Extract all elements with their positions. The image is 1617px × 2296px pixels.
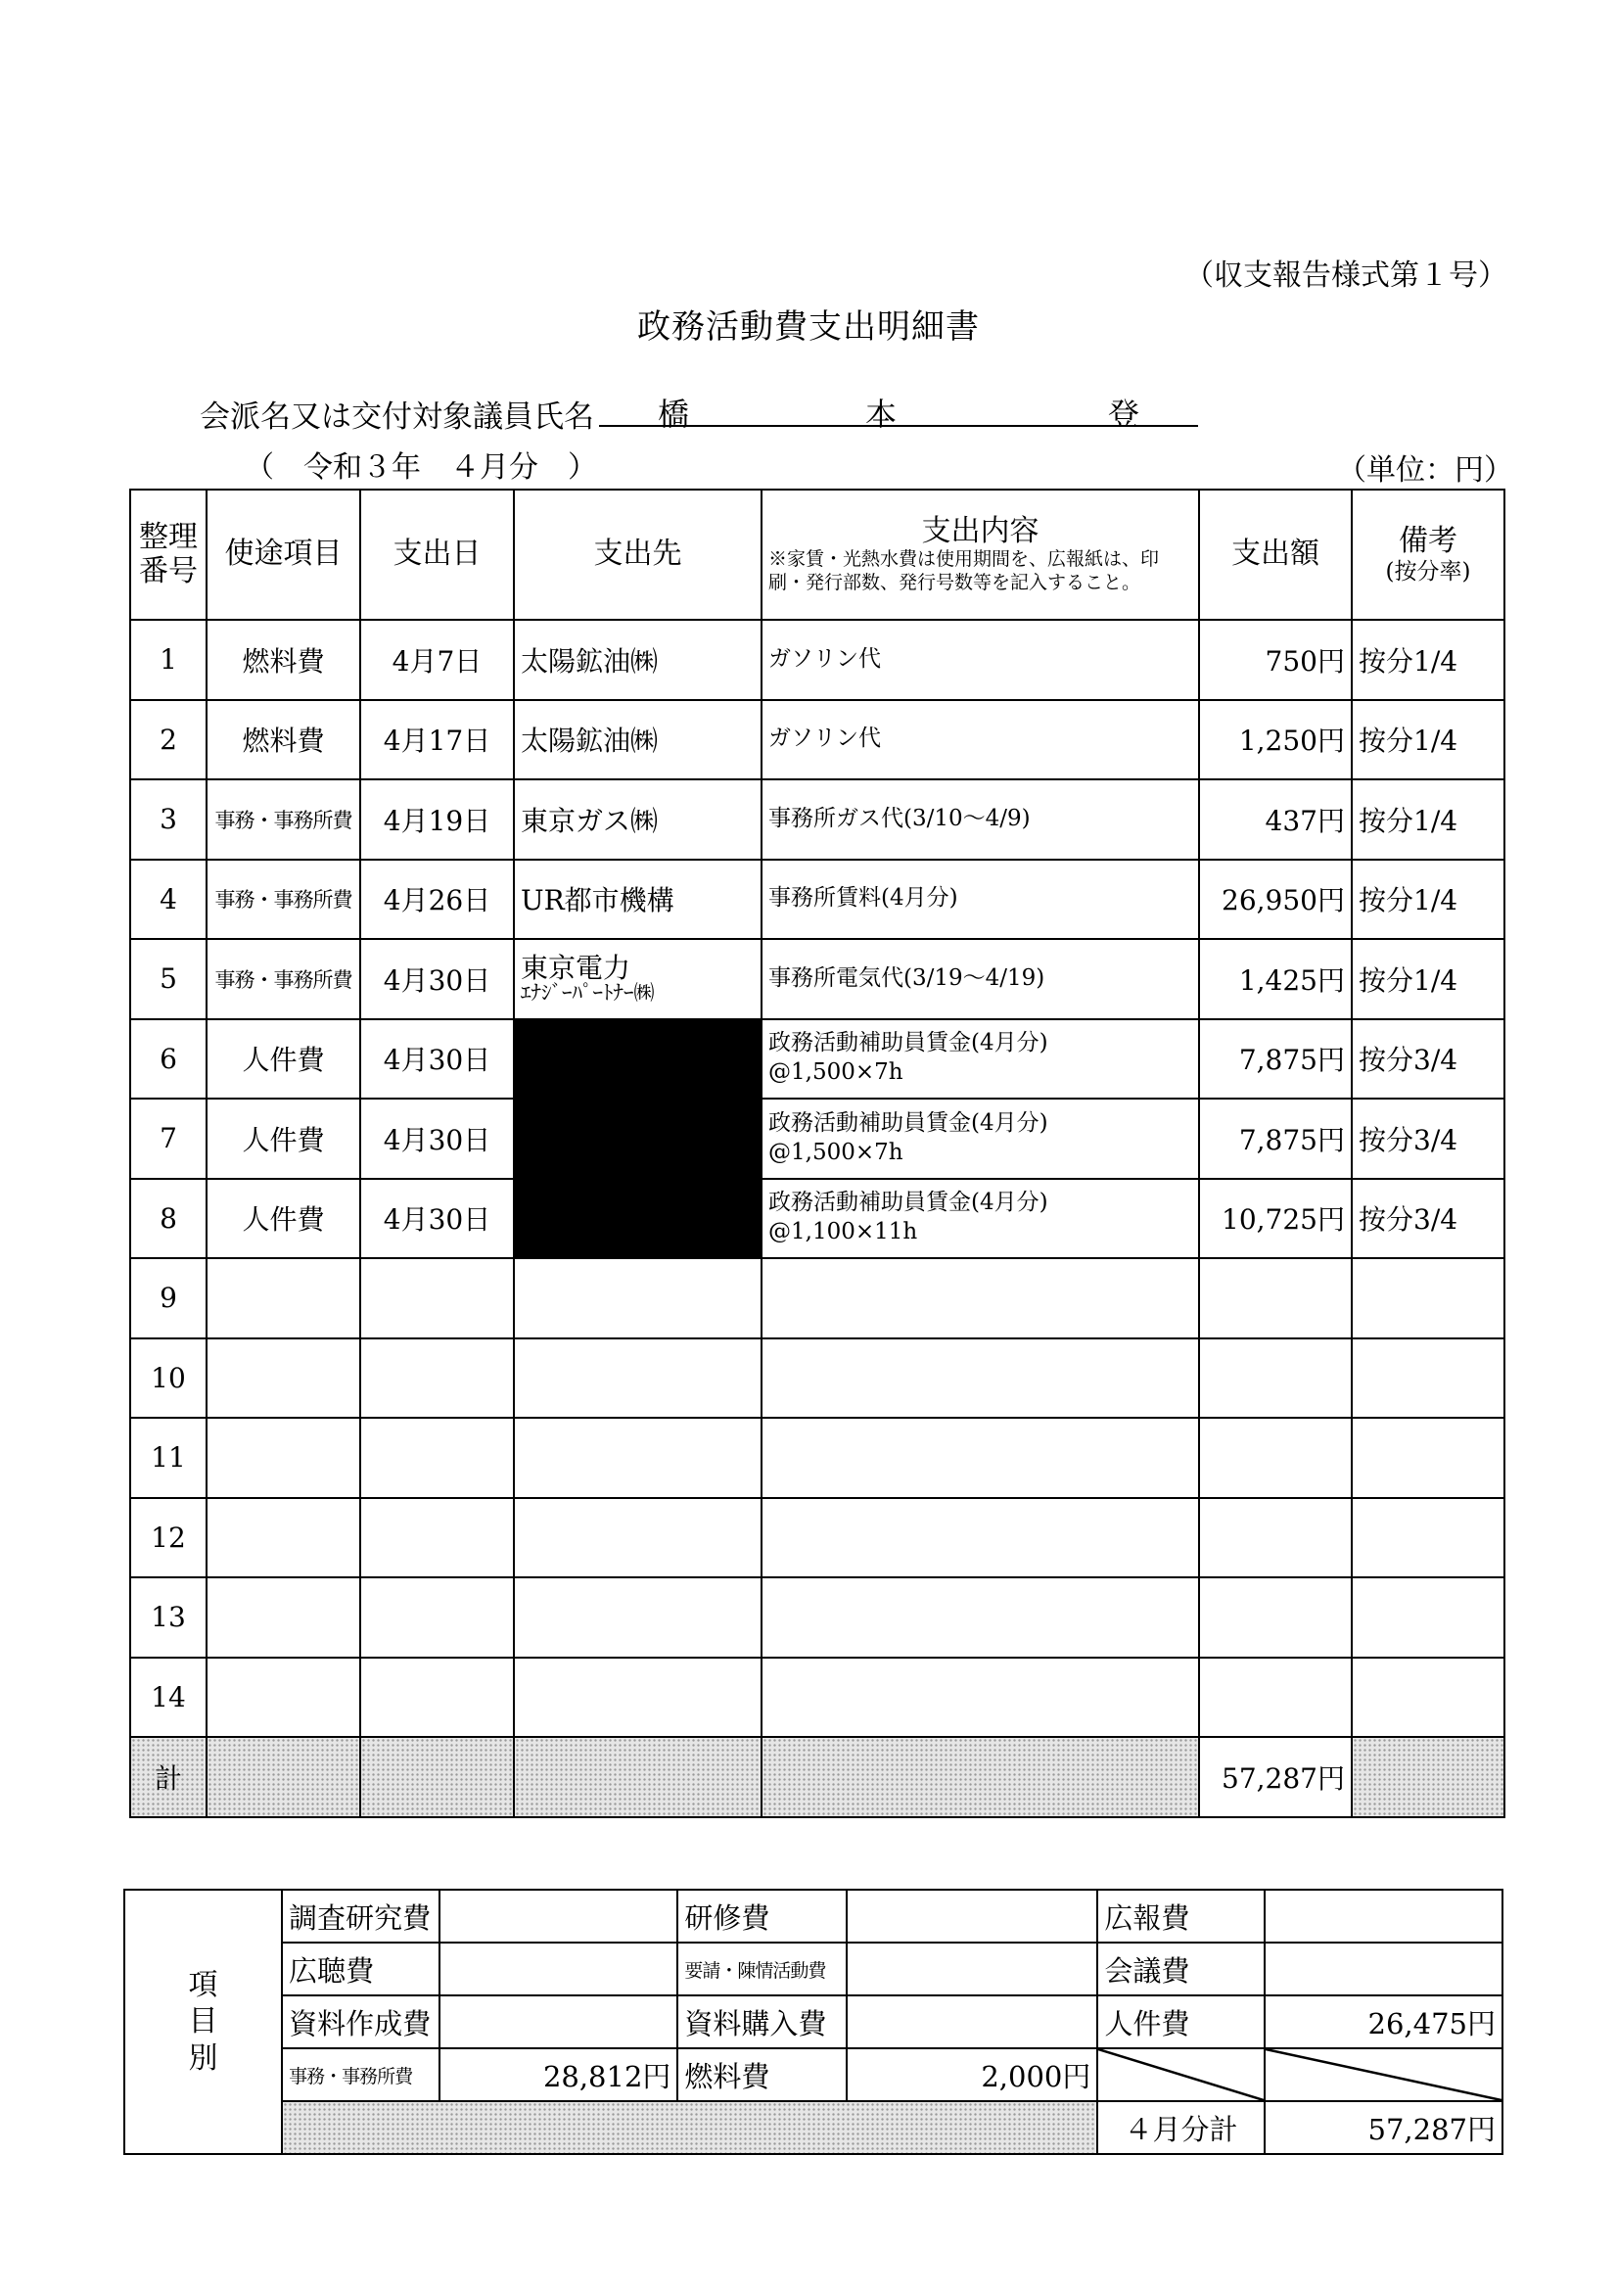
header-date: 支出日	[360, 490, 514, 620]
summary-label-kocho: 広聴費	[282, 1943, 439, 1995]
summary-value-shiryo-sakusei	[439, 1995, 677, 2048]
row-number: 12	[130, 1498, 207, 1578]
row-content: 政務活動補助員賃金(4月分) @1,100×11h	[762, 1179, 1199, 1259]
empty-cell	[207, 1658, 360, 1738]
empty-cell	[360, 1577, 514, 1658]
row-content: 事務所電気代(3/19～4/19)	[762, 939, 1199, 1019]
row-remarks: 按分1/4	[1352, 700, 1504, 780]
member-name-char-1: 橋	[658, 396, 690, 433]
row-number: 4	[130, 860, 207, 940]
row-date: 4月19日	[360, 779, 514, 860]
diagonal-slash-cell	[1265, 2048, 1502, 2101]
empty-cell	[1352, 1418, 1504, 1498]
empty-cell	[514, 1338, 762, 1419]
header-amount: 支出額	[1199, 490, 1352, 620]
table-row	[130, 1658, 1504, 1738]
row-content: 事務所賃料(4月分)	[762, 860, 1199, 940]
row-content: ガソリン代	[762, 700, 1199, 780]
summary-value-kenshu	[847, 1890, 1098, 1943]
row-payee: 東京ガス㈱	[514, 779, 762, 860]
summary-value-jinken: 26,475円	[1265, 1995, 1502, 2048]
row-remarks: 按分3/4	[1352, 1179, 1504, 1259]
row-content: 政務活動補助員賃金(4月分) @1,500×7h	[762, 1099, 1199, 1179]
expense-table	[129, 489, 1505, 1818]
row-payee: UR都市機構	[514, 860, 762, 940]
summary-row	[124, 1943, 1502, 1995]
table-header-row	[130, 490, 1504, 620]
empty-cell	[1352, 1338, 1504, 1419]
row-category: 事務・事務所費	[207, 779, 360, 860]
row-date: 4月30日	[360, 1179, 514, 1259]
shaded-cell	[207, 1737, 360, 1817]
row-number: 13	[130, 1577, 207, 1658]
row-date: 4月30日	[360, 1019, 514, 1100]
row-content: 事務所ガス代(3/10～4/9)	[762, 779, 1199, 860]
member-label: 会派名又は交付対象議員氏名	[200, 399, 594, 435]
empty-cell	[762, 1258, 1199, 1338]
empty-cell	[1352, 1498, 1504, 1578]
row-date: 4月7日	[360, 620, 514, 700]
row-category: 人件費	[207, 1179, 360, 1259]
row-date: 4月26日	[360, 860, 514, 940]
summary-value-yosei	[847, 1943, 1098, 1995]
table-row	[130, 939, 1504, 1019]
month-total-label: ４月分計	[1097, 2101, 1264, 2154]
row-category: 燃料費	[207, 620, 360, 700]
empty-cell	[207, 1498, 360, 1578]
summary-label-nenryo: 燃料費	[677, 2048, 846, 2101]
row-number: 11	[130, 1418, 207, 1498]
empty-cell	[514, 1577, 762, 1658]
row-number: 14	[130, 1658, 207, 1738]
row-amount: 26,950円	[1199, 860, 1352, 940]
empty-cell	[762, 1418, 1199, 1498]
diagonal-slash-cell	[1097, 2048, 1264, 2101]
row-category: 人件費	[207, 1019, 360, 1100]
header-remarks: 備考 (按分率)	[1352, 490, 1504, 620]
summary-value-shiryo-konyu	[847, 1995, 1098, 2048]
summary-row	[124, 2101, 1502, 2154]
summary-label-chosa: 調査研究費	[282, 1890, 439, 1943]
row-payee: 太陽鉱油㈱	[514, 620, 762, 700]
summary-row	[124, 1995, 1502, 2048]
summary-value-kaigi	[1265, 1943, 1502, 1995]
header-number: 整理 番号	[130, 490, 207, 620]
row-date: 4月30日	[360, 939, 514, 1019]
row-number: 1	[130, 620, 207, 700]
table-row	[130, 1577, 1504, 1658]
empty-cell	[1352, 1577, 1504, 1658]
empty-cell	[762, 1498, 1199, 1578]
row-category: 燃料費	[207, 700, 360, 780]
row-number: 2	[130, 700, 207, 780]
table-row	[130, 860, 1504, 940]
summary-value-jimusho: 28,812円	[439, 2048, 677, 2101]
member-name-char-3: 登	[1108, 396, 1140, 433]
empty-cell	[1199, 1577, 1352, 1658]
row-amount: 1,425円	[1199, 939, 1352, 1019]
summary-value-koho	[1265, 1890, 1502, 1943]
row-payee: 太陽鉱油㈱	[514, 700, 762, 780]
table-row	[130, 1019, 1504, 1100]
document-title: 政務活動費支出明細書	[637, 307, 980, 347]
row-amount: 7,875円	[1199, 1099, 1352, 1179]
row-payee	[514, 939, 762, 1019]
row-date: 4月30日	[360, 1099, 514, 1179]
summary-label-jimusho: 事務・事務所費	[282, 2048, 439, 2101]
row-category: 事務・事務所費	[207, 860, 360, 940]
row-remarks: 按分1/4	[1352, 620, 1504, 700]
period-label: （ 令和３年 ４月分 ）	[245, 450, 597, 485]
row-remarks: 按分1/4	[1352, 939, 1504, 1019]
row-number: 8	[130, 1179, 207, 1259]
table-row	[130, 1418, 1504, 1498]
shaded-cell	[360, 1737, 514, 1817]
empty-cell	[762, 1338, 1199, 1419]
header-category: 使途項目	[207, 490, 360, 620]
summary-value-chosa	[439, 1890, 677, 1943]
row-remarks: 按分3/4	[1352, 1019, 1504, 1100]
row-remarks: 按分1/4	[1352, 779, 1504, 860]
empty-cell	[360, 1418, 514, 1498]
table-row	[130, 1099, 1504, 1179]
header-content-note: ※家賃・光熱水費は使用期間を、広報紙は、印刷・発行部数、発行号数等を記入すること。	[768, 548, 1160, 593]
header-content-title: 支出内容	[921, 513, 1040, 548]
month-total-value: 57,287円	[1265, 2101, 1502, 2154]
shaded-cell	[282, 2101, 1097, 2154]
empty-cell	[207, 1418, 360, 1498]
empty-cell	[207, 1258, 360, 1338]
row-content: 政務活動補助員賃金(4月分) @1,500×7h	[762, 1019, 1199, 1100]
total-label: 計	[130, 1737, 207, 1817]
empty-cell	[1199, 1258, 1352, 1338]
table-row	[130, 1179, 1504, 1259]
summary-label-shiryo-konyu: 資料購入費	[677, 1995, 846, 2048]
total-row	[130, 1737, 1504, 1817]
row-number: 6	[130, 1019, 207, 1100]
empty-cell	[514, 1418, 762, 1498]
row-amount: 7,875円	[1199, 1019, 1352, 1100]
empty-cell	[207, 1338, 360, 1419]
summary-label-kenshu: 研修費	[677, 1890, 846, 1943]
empty-cell	[360, 1338, 514, 1419]
row-category: 事務・事務所費	[207, 939, 360, 1019]
table-row	[130, 700, 1504, 780]
empty-cell	[514, 1658, 762, 1738]
empty-cell	[514, 1498, 762, 1578]
table-row	[130, 620, 1504, 700]
summary-value-nenryo: 2,000円	[847, 2048, 1098, 2101]
summary-label-yosei: 要請・陳情活動費	[677, 1943, 846, 1995]
summary-value-kocho	[439, 1943, 677, 1995]
empty-cell	[207, 1577, 360, 1658]
summary-side-label: 項 目 別	[124, 1890, 282, 2154]
row-number: 5	[130, 939, 207, 1019]
row-amount: 437円	[1199, 779, 1352, 860]
unit-label: （単位：円）	[1337, 453, 1513, 488]
empty-cell	[514, 1258, 762, 1338]
total-amount: 57,287円	[1199, 1737, 1352, 1817]
summary-label-koho: 広報費	[1097, 1890, 1264, 1943]
row-payee-sub: ｴﾅｼﾞｰﾊﾟｰﾄﾅｰ㈱	[521, 981, 655, 1006]
shaded-cell	[762, 1737, 1199, 1817]
empty-cell	[762, 1577, 1199, 1658]
empty-cell	[1352, 1258, 1504, 1338]
row-number: 9	[130, 1258, 207, 1338]
empty-cell	[1199, 1338, 1352, 1419]
empty-cell	[360, 1658, 514, 1738]
table-row	[130, 1258, 1504, 1338]
row-amount: 750円	[1199, 620, 1352, 700]
row-category: 人件費	[207, 1099, 360, 1179]
empty-cell	[1199, 1418, 1352, 1498]
member-name-char-2: 本	[865, 396, 898, 433]
header-payee: 支出先	[514, 490, 762, 620]
row-remarks: 按分3/4	[1352, 1099, 1504, 1179]
shaded-cell	[514, 1737, 762, 1817]
row-number: 10	[130, 1338, 207, 1419]
summary-label-jinken: 人件費	[1097, 1995, 1264, 2048]
row-number: 7	[130, 1099, 207, 1179]
shaded-cell	[1352, 1737, 1504, 1817]
table-row	[130, 1498, 1504, 1578]
summary-row	[124, 1890, 1502, 1943]
table-row	[130, 1338, 1504, 1419]
row-date: 4月17日	[360, 700, 514, 780]
summary-label-shiryo-sakusei: 資料作成費	[282, 1995, 439, 2048]
row-amount: 1,250円	[1199, 700, 1352, 780]
summary-label-kaigi: 会議費	[1097, 1943, 1264, 1995]
row-amount: 10,725円	[1199, 1179, 1352, 1259]
row-content: ガソリン代	[762, 620, 1199, 700]
empty-cell	[360, 1258, 514, 1338]
form-number: （収支報告様式第１号）	[1184, 258, 1507, 293]
empty-cell	[1199, 1498, 1352, 1578]
table-row	[130, 779, 1504, 860]
empty-cell	[360, 1498, 514, 1578]
row-payee-main: 東京電力	[521, 952, 631, 985]
summary-row	[124, 2048, 1502, 2101]
category-summary-table	[123, 1889, 1503, 2155]
row-remarks: 按分1/4	[1352, 860, 1504, 940]
redacted-payee-block	[514, 1019, 762, 1259]
row-number: 3	[130, 779, 207, 860]
header-content	[762, 490, 1199, 620]
empty-cell	[1352, 1658, 1504, 1738]
empty-cell	[762, 1658, 1199, 1738]
empty-cell	[1199, 1658, 1352, 1738]
